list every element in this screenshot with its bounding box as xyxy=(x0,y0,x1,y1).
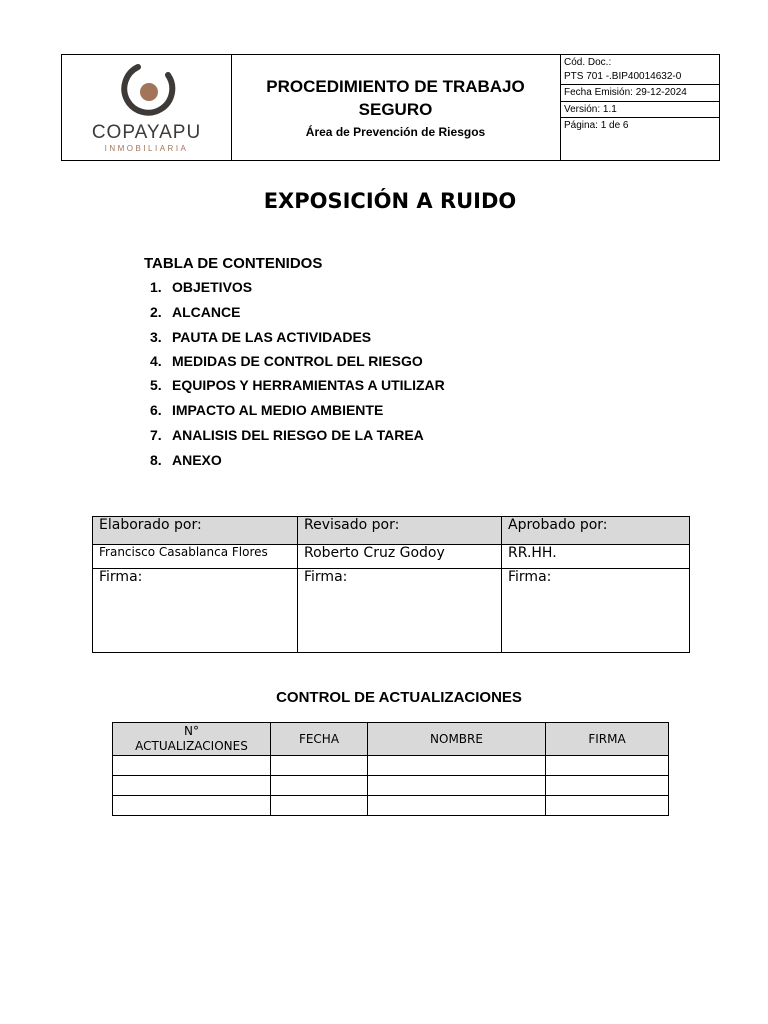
toc-item-number: 5. xyxy=(150,377,162,393)
toc-item xyxy=(150,427,424,443)
toc-item-label: IMPACTO AL MEDIO AMBIENTE xyxy=(172,402,384,418)
toc-item-number: 3. xyxy=(150,329,162,345)
toc-item-label: MEDIDAS DE CONTROL DEL RIESGO xyxy=(172,353,423,369)
meta-divider xyxy=(560,84,719,85)
table-cell xyxy=(546,776,669,796)
signature-table xyxy=(92,516,690,653)
toc-item-number: 6. xyxy=(150,402,162,418)
aprobado-header: Aprobado por: xyxy=(502,517,690,545)
control-table xyxy=(112,722,669,816)
table-cell xyxy=(113,796,271,816)
toc-item-number: 8. xyxy=(150,452,162,468)
cod-doc-label: Cód. Doc.: xyxy=(564,57,612,68)
logo-cell xyxy=(62,55,232,160)
logo-name: COPAYAPU xyxy=(91,122,202,143)
cod-doc-value: PTS 701 -.BIP40014632-0 xyxy=(564,71,682,82)
toc-item-label: PAUTA DE LAS ACTIVIDADES xyxy=(172,329,372,345)
control-heading: CONTROL DE ACTUALIZACIONES xyxy=(276,689,522,706)
toc-item xyxy=(150,452,222,468)
fecha-emision: Fecha Emisión: 29-12-2024 xyxy=(564,87,687,98)
procedure-title-line1: PROCEDIMIENTO DE TRABAJO xyxy=(266,77,525,96)
table-cell xyxy=(546,796,669,816)
toc-heading: TABLA DE CONTENIDOS xyxy=(144,255,323,272)
table-row xyxy=(113,796,669,816)
toc-item-number: 1. xyxy=(150,279,162,295)
col-fecha: FECHA xyxy=(271,723,368,756)
table-cell xyxy=(368,756,546,776)
table-cell xyxy=(113,776,271,796)
table-cell xyxy=(271,796,368,816)
elaborado-name: Francisco Casablanca Flores xyxy=(93,545,298,569)
control-header-row xyxy=(113,723,669,756)
elaborado-firma: Firma: xyxy=(93,569,298,653)
signature-names-row xyxy=(93,545,690,569)
toc-item xyxy=(150,304,240,320)
procedure-subtitle: Área de Prevención de Riesgos xyxy=(305,125,486,139)
toc-item xyxy=(150,353,423,369)
document-header xyxy=(61,54,720,161)
toc-item-number: 2. xyxy=(150,304,162,320)
table-cell xyxy=(271,776,368,796)
elaborado-header: Elaborado por: xyxy=(93,517,298,545)
col-nombre: NOMBRE xyxy=(368,723,546,756)
table-row xyxy=(113,776,669,796)
signature-header-row xyxy=(93,517,690,545)
version: Versión: 1.1 xyxy=(564,104,617,115)
toc-item-label: EQUIPOS Y HERRAMIENTAS A UTILIZAR xyxy=(172,377,445,393)
meta-divider xyxy=(560,101,719,102)
revisado-header: Revisado por: xyxy=(298,517,502,545)
toc-item-label: OBJETIVOS xyxy=(172,279,253,295)
copayapu-logo-icon xyxy=(118,61,180,119)
toc-item-label: ANALISIS DEL RIESGO DE LA TAREA xyxy=(172,427,424,443)
aprobado-name: RR.HH. xyxy=(502,545,690,569)
table-cell xyxy=(271,756,368,776)
table-cell xyxy=(368,796,546,816)
meta-cell xyxy=(560,55,719,160)
meta-divider xyxy=(560,117,719,118)
toc-item xyxy=(150,377,445,393)
aprobado-firma: Firma: xyxy=(502,569,690,653)
title-cell xyxy=(231,55,561,160)
toc-item-number: 4. xyxy=(150,353,162,369)
logo-subtitle: INMOBILIARIA xyxy=(104,144,189,153)
toc-item xyxy=(150,402,383,418)
toc-item-label: ALCANCE xyxy=(172,304,241,320)
toc-item-number: 7. xyxy=(150,427,162,443)
table-row xyxy=(113,756,669,776)
table-cell xyxy=(113,756,271,776)
toc-item xyxy=(150,329,371,345)
toc-item-label: ANEXO xyxy=(172,452,222,468)
revisado-firma: Firma: xyxy=(298,569,502,653)
procedure-title-line2: SEGURO xyxy=(358,100,433,119)
table-cell xyxy=(546,756,669,776)
table-cell xyxy=(368,776,546,796)
document-title: EXPOSICIÓN A RUIDO xyxy=(263,189,517,213)
procedure-title xyxy=(231,75,560,121)
toc-item xyxy=(150,279,252,295)
revisado-name: Roberto Cruz Godoy xyxy=(298,545,502,569)
col-firma: FIRMA xyxy=(546,723,669,756)
pagina: Página: 1 de 6 xyxy=(564,120,629,131)
col-actualizaciones: N° ACTUALIZACIONES xyxy=(113,723,271,756)
signature-firma-row xyxy=(93,569,690,653)
